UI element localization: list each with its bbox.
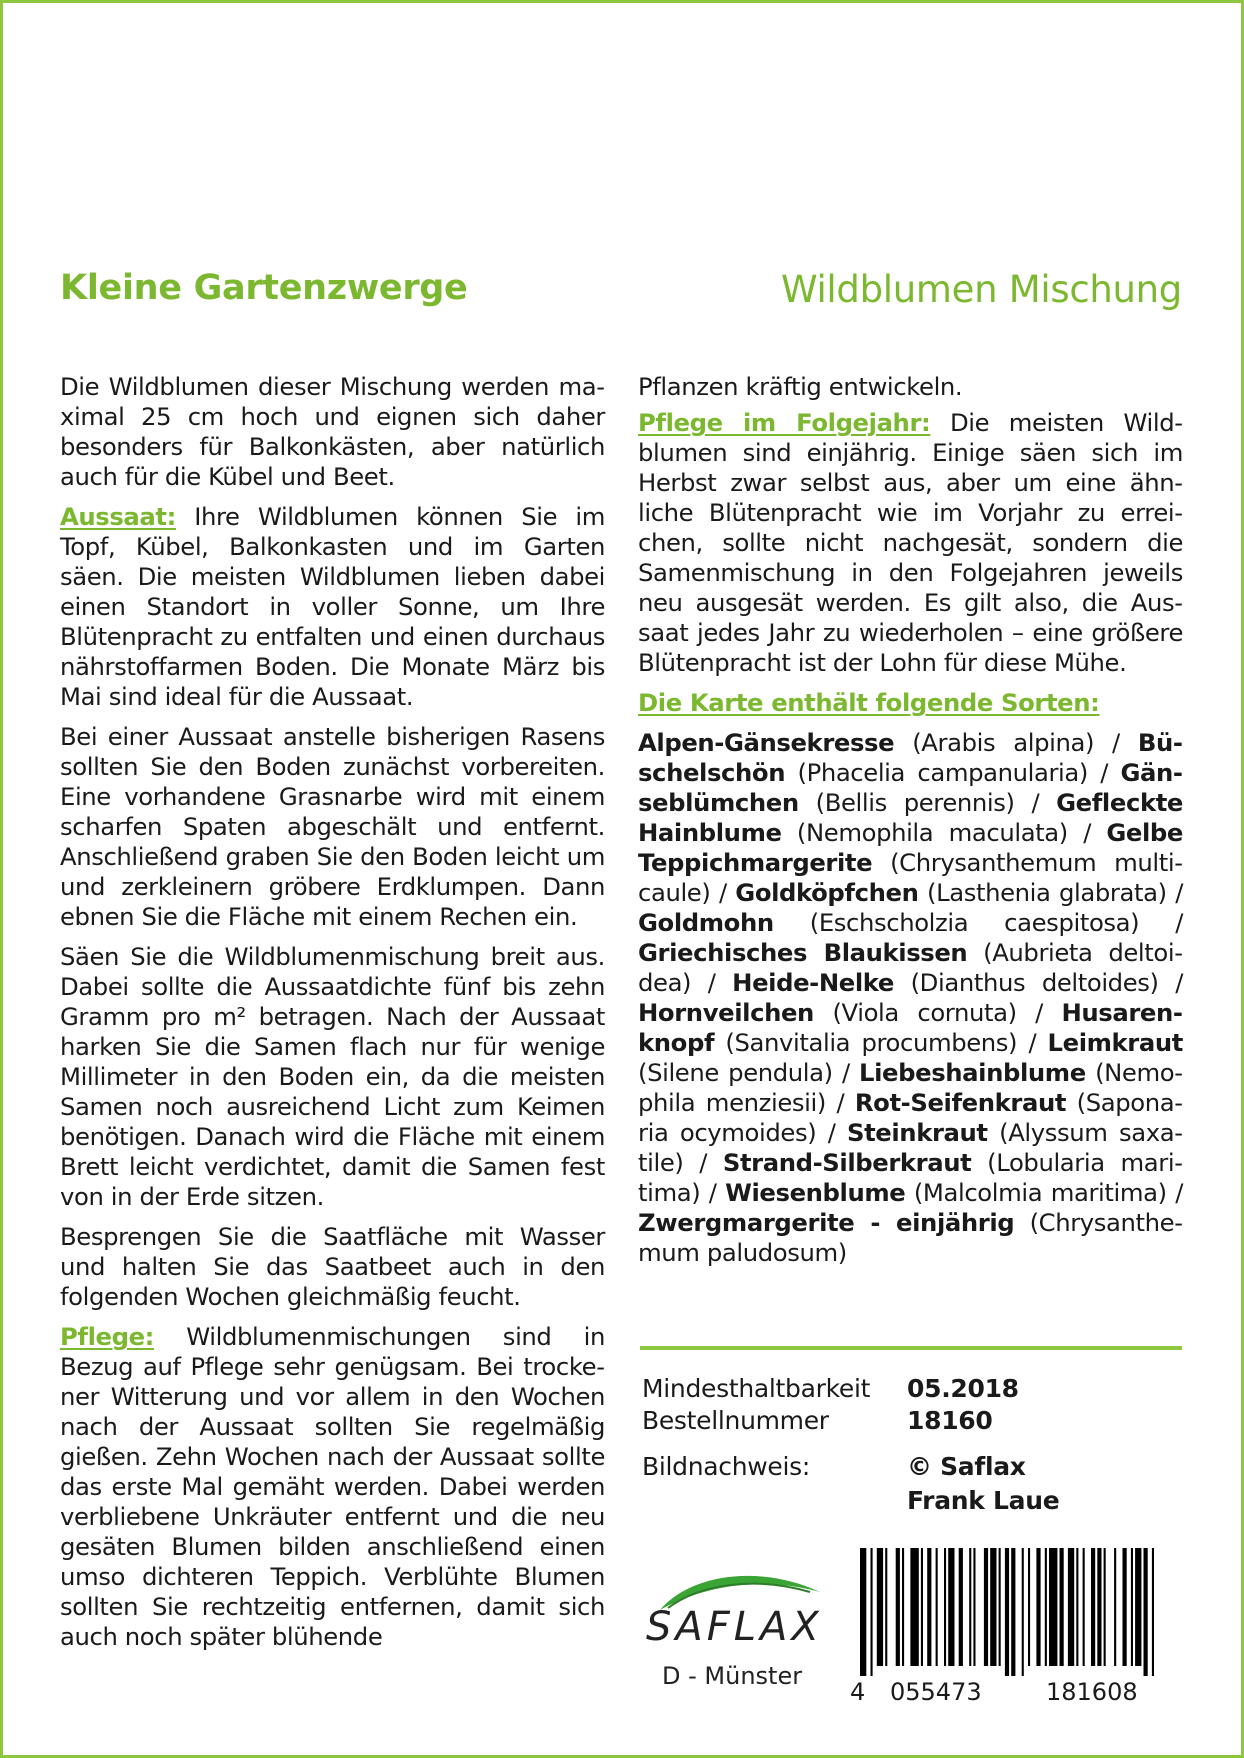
meta-info [642, 1372, 1182, 1522]
aussaat-heading: Aussaat: [60, 502, 176, 531]
pflege-paragraph [60, 1322, 605, 1652]
sort-name: Alpen-Gänsekresse [638, 728, 895, 757]
barcode-bar [959, 1548, 963, 1666]
logo-city-text: D - Münster [662, 1662, 803, 1690]
product-subtitle: Wildblumen Mischung [780, 268, 1182, 311]
sort-latin: (Chrysanthemum paludosum) [638, 1208, 1183, 1267]
sort-latin: (Nemophila menziesii) / [638, 1058, 1183, 1117]
saflax-logo [640, 1562, 840, 1692]
barcode-bar [1097, 1548, 1101, 1666]
barcode [852, 1548, 1182, 1718]
barcode-bar [1036, 1548, 1040, 1666]
sort-name: Hornveilchen [638, 998, 814, 1027]
credit-label: Bildnachweis: [642, 1452, 810, 1481]
order-label: Bestellnummer [642, 1406, 829, 1435]
barcode-bars [852, 1548, 1182, 1676]
sort-name: Strand-Silberkraut [722, 1148, 972, 1177]
sort-latin: (Lobularia maritima) / [638, 1148, 1183, 1207]
barcode-digit-first: 4 [850, 1678, 866, 1706]
sort-latin: (Sanvitalia procumbens) / [714, 1028, 1048, 1057]
sort-name: Wiesenblume [725, 1178, 906, 1207]
credit-value-2: Frank Laue [907, 1486, 1060, 1515]
barcode-bar [948, 1548, 954, 1666]
credit-value-1: © Saflax [907, 1452, 1026, 1481]
barcode-bar [1068, 1548, 1074, 1666]
sort-latin: (Dianthus deltoides) / [893, 968, 1183, 997]
barcode-bar [936, 1548, 938, 1666]
sort-name: Rot-Seifenkraut [854, 1088, 1067, 1117]
barcode-bar [1076, 1548, 1078, 1666]
sort-latin: (Nemophila maculata) / [781, 818, 1107, 847]
sort-name: Goldköpfchen [735, 878, 919, 907]
sort-name: Goldmohn [638, 908, 774, 937]
barcode-bar [885, 1548, 887, 1666]
barcode-bar [944, 1548, 946, 1666]
barcode-group-left: 055473 [890, 1678, 982, 1706]
barcode-bar [1104, 1548, 1106, 1666]
barcode-bar [1045, 1548, 1047, 1666]
divider-rule [640, 1346, 1182, 1350]
barcode-bar [1049, 1548, 1057, 1666]
sorts-heading: Die Karte enthält folgende Sorten: [638, 688, 1100, 717]
barcode-bar [902, 1548, 904, 1666]
sort-latin: (Phacelia campanularia) / [785, 758, 1121, 787]
barcode-bar [1083, 1548, 1085, 1666]
sort-latin: (Lasthenia glabrata) / [918, 878, 1184, 907]
barcode-bar [1028, 1548, 1030, 1666]
pflege-heading: Pflege: [60, 1322, 154, 1351]
barcode-bar [990, 1548, 996, 1666]
folgejahr-text: Die meisten Wildblumen sind einjährig. Einige säen sich im Herbst zwar selbst aus, aber um eine ähnliche Blütenpracht wie im Vorjahr zu erreichen, sollte nicht nachgesät, sondern die Samenmischung in den Folgejahren jeweils neu ausgesät werden. Es gilt also, die Aussaat jedes Jahr zu wiederholen – eine größere Blütenpracht ist der Lohn für diese Mühe. [638, 408, 1184, 677]
barcode-bar [860, 1548, 866, 1676]
sort-latin: (Malcolmia maritima) / [905, 1178, 1183, 1207]
aussaat-text: Ihre Wildblumen können Sie im Topf, Kübel, Balkonkasten und im Garten säen. Die meisten Wildblumen lieben dabei einen Standort in voller Sonne, um Ihre Blütenpracht zu entfalten und einen durchaus nährstoffarmen Boden. Die Monate März bis Mai sind ideal für die Aussaat. [60, 502, 605, 711]
sort-latin: (Aubrieta deltoidea) / [638, 938, 1183, 997]
sort-latin: (Alyssum saxatile) / [638, 1118, 1183, 1177]
sort-name: Leimkraut [1047, 1028, 1183, 1057]
barcode-bar [984, 1548, 988, 1666]
sort-name: Steinkraut [846, 1118, 988, 1147]
barcode-bar [1135, 1548, 1141, 1666]
mhd-value: 05.2018 [907, 1374, 1019, 1403]
barcode-bar [1060, 1548, 1064, 1666]
sort-name: Gelbe Teppichmargerite [638, 818, 1183, 877]
barcode-bar [973, 1548, 975, 1666]
sort-name: Gefleckte Hainblume [638, 788, 1183, 847]
sort-name: Griechisches Blaukissen [638, 938, 968, 967]
barcode-bar [1131, 1548, 1133, 1666]
barcode-bar [877, 1548, 883, 1666]
barcode-bar [921, 1548, 923, 1666]
sort-latin: (Bellis perennis) / [798, 788, 1057, 817]
barcode-bar [1091, 1548, 1095, 1666]
rasen-paragraph: Bei einer Aussaat anstelle bisherigen Rasens sollten Sie den Boden zunächst vorbereiten. Eine vorhandene Grasnarbe wird mit einem scharfen Spaten abgeschält und entfernt. Anschließend graben Sie den Boden leicht um und zerkleinern gröbere Erdklumpen. Dann ebnen Sie die Fläche mit einem Rechen ein. [60, 722, 605, 931]
pflege-text: Wildblumenmischungen sind in Bezug auf Pflege sehr genügsam. Bei trockener Witterung und vor allem in den Wochen nach der Aussaat sollten Sie regelmäßig gießen. Zehn Wochen nach der Aussaat sollte das erste Mal gemäht werden. Dabei werden verbliebene Unkräuter entfernt und die neu gesäten Blumen bilden anschließend einen umso dichteren Teppich. Verblühte Blumen sollten Sie rechtzeitig entfernen, damit sich auch noch später blühende [60, 1322, 605, 1651]
continuation-text: Pflanzen kräftig entwickeln. [638, 372, 963, 401]
right-column [638, 372, 1183, 1278]
barcode-bar [969, 1548, 971, 1666]
barcode-bar [1152, 1548, 1154, 1676]
barcode-bar [896, 1548, 900, 1666]
sort-name: Heide-Nelke [732, 968, 894, 997]
barcode-bar [1114, 1548, 1116, 1666]
folgejahr-heading: Pflege im Folgejahr: [638, 408, 931, 437]
sort-name: Gänseblümchen [638, 758, 1183, 817]
barcode-bar [871, 1548, 873, 1676]
barcode-bar [1005, 1548, 1009, 1676]
sort-name: Liebeshainblume [859, 1058, 1086, 1087]
wasser-paragraph: Besprengen Sie die Saatfläche mit Wasser und halten Sie das Saatbeet auch in den folgenden Wochen gleichmäßig feucht. [60, 1222, 605, 1311]
sort-latin: (Saponaria ocymoides) / [638, 1088, 1183, 1147]
order-value: 18160 [907, 1406, 993, 1435]
sort-latin: (Viola cornuta) / [813, 998, 1062, 1027]
sort-latin: (Arabis alpina) / [894, 728, 1138, 757]
barcode-bar [1011, 1548, 1015, 1676]
aussaat-paragraph [60, 502, 605, 712]
sort-latin: (Chrysanthemum multicaule) / [638, 848, 1183, 907]
sort-name: Büschelschön [638, 728, 1183, 787]
logo-brand-text: SAFLAX [646, 1604, 823, 1650]
barcode-bar [1123, 1548, 1127, 1666]
mhd-label: Mindesthaltbarkeit [642, 1374, 871, 1403]
barcode-bar [1144, 1548, 1148, 1676]
barcode-group-right: 181608 [1046, 1678, 1138, 1706]
sort-name: Zwergmargerite - einjährig [638, 1208, 1015, 1237]
product-title: Kleine Gartenzwerge [60, 268, 468, 308]
sorts-list [638, 728, 1183, 1268]
saeen-paragraph: Säen Sie die Wildblumenmischung breit aus. Dabei sollte die Aussaatdichte fünf bis zehn Gramm pro m² betragen. Nach der Aussaat harken Sie die Samen flach nur für wenige Millimeter in den Boden ein, da die meisten Samen noch ausreichend Licht zum Keimen benötigen. Danach wird die Fläche mit einem Brett leicht verdichtet, damit die Samen fest von in der Erde sitzen. [60, 942, 605, 1211]
barcode-bar [927, 1548, 931, 1666]
barcode-bar [910, 1548, 918, 1666]
sort-latin: (Silene pendula) / [638, 1058, 860, 1087]
left-column [60, 372, 605, 1662]
barcode-bar [1022, 1548, 1024, 1676]
folgejahr-paragraph [638, 408, 1183, 678]
sort-name: Husarenknopf [638, 998, 1183, 1057]
sort-latin: (Eschscholzia caespitosa) / [773, 908, 1183, 937]
intro-paragraph: Die Wildblumen dieser Mischung werden maximal 25 cm hoch und eignen sich daher besonders für Balkonkästen, aber natürlich auch für die Kübel und Beet. [60, 372, 605, 491]
barcode-bar [999, 1548, 1001, 1666]
sorts-paragraph-heading [638, 688, 1183, 718]
